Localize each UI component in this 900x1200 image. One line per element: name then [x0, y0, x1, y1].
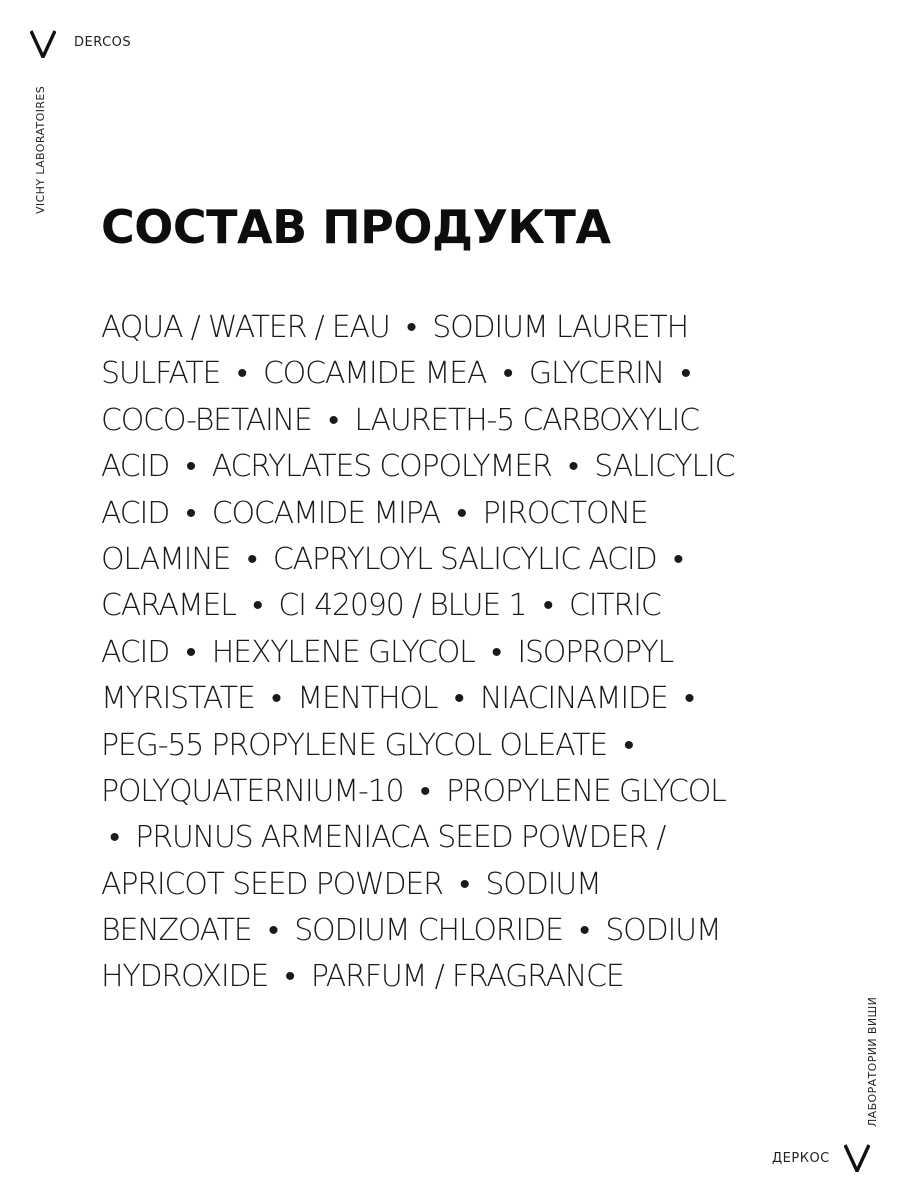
- side-label-laboratorii-vishi: ЛАБОРАТОРИИ ВИШИ: [866, 996, 879, 1127]
- ingredients-line: POLYQUATERNIUM-10 • PROPYLENE GLYCOL: [101, 773, 726, 809]
- ingredients-line: COCO-BETAINE • LAURETH-5 CARBOXYLIC: [101, 402, 699, 438]
- ingredients-line: SULFATE • COCAMIDE MEA • GLYCERIN •: [101, 356, 690, 392]
- ingredients-line: • PRUNUS ARMENIACA SEED POWDER /: [101, 820, 666, 856]
- ingredients-list: [101, 305, 821, 1001]
- side-label-vichy-laboratoires: VICHY LABORATOIRES: [34, 85, 47, 214]
- page-title: СОСТАВ ПРОДУКТА: [101, 200, 611, 254]
- ingredients-line: CARAMEL • CI 42090 / BLUE 1 • CITRIC: [101, 588, 661, 624]
- vichy-v-logo-icon: [30, 30, 56, 58]
- ingredients-line: APRICOT SEED POWDER • SODIUM: [101, 866, 601, 902]
- ingredients-line: ACID • COCAMIDE MIPA • PIROCTONE: [101, 495, 648, 531]
- ingredients-line: BENZOATE • SODIUM CHLORIDE • SODIUM: [101, 913, 721, 949]
- ingredients-line: OLAMINE • CAPRYLOYL SALICYLIC ACID •: [101, 541, 683, 577]
- vichy-v-logo-icon: [844, 1144, 870, 1172]
- ingredients-line: MYRISTATE • MENTHOL • NIACINAMIDE •: [101, 681, 694, 717]
- ingredients-line: PEG-55 PROPYLENE GLYCOL OLEATE •: [101, 727, 633, 763]
- ingredients-line: HYDROXIDE • PARFUM / FRAGRANCE: [101, 959, 624, 995]
- ingredients-line: AQUA / WATER / EAU • SODIUM LAURETH: [101, 310, 689, 345]
- ingredients-line: ACID • HEXYLENE GLYCOL • ISOPROPYL: [101, 634, 674, 670]
- brand-name-top: DERCOS: [74, 35, 132, 50]
- ingredients-line: ACID • ACRYLATES COPOLYMER • SALICYLIC: [101, 449, 735, 485]
- brand-name-bottom: ДЕРКОС: [772, 1151, 830, 1166]
